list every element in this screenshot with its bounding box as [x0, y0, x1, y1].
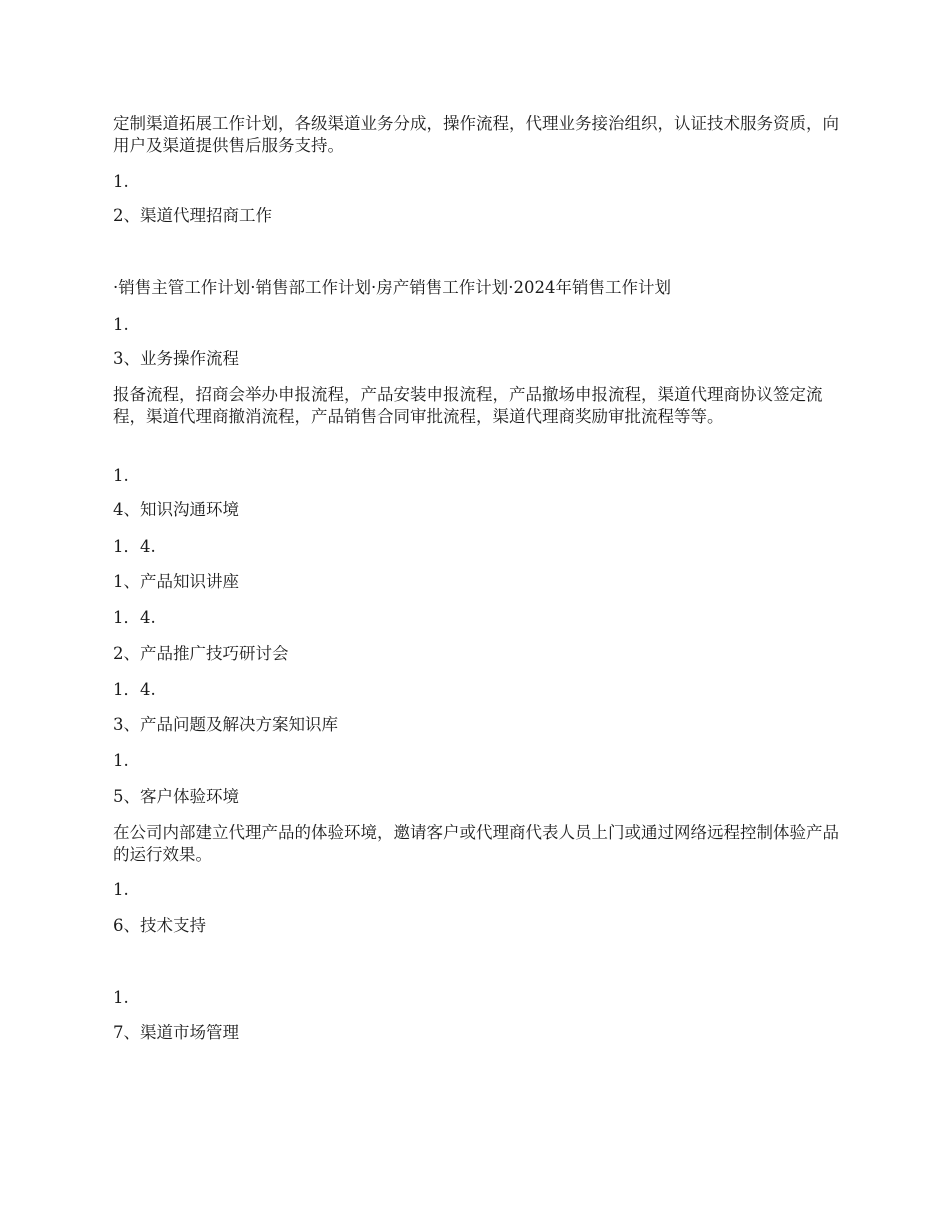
- paragraph-experience: 在公司内部建立代理产品的体验环境，邀请客户或代理商代表人员上门或通过网络远程控制体验产品的运行效果。: [113, 823, 839, 864]
- section-heading: 5、客户体验环境: [113, 787, 239, 806]
- paragraph-process: 报备流程，招商会举办申报流程，产品安装申报流程，产品撤场申报流程，渠道代理商协议签定流程，渠道代理商撤消流程，产品销售合同审批流程，渠道代理商奖励审批流程等等。: [113, 385, 823, 426]
- list-number: 1.: [113, 988, 129, 1007]
- related-link[interactable]: ·2024年销售工作计划: [508, 278, 671, 297]
- section-heading: 2、产品推广技巧研讨会: [113, 644, 289, 663]
- section-heading: 3、产品问题及解决方案知识库: [113, 715, 338, 734]
- section-heading: 3、业务操作流程: [113, 349, 239, 368]
- list-number: 1．4.: [113, 608, 156, 627]
- list-number: 1．4.: [113, 680, 156, 699]
- section-heading: 1、产品知识讲座: [113, 572, 239, 591]
- paragraph-intro: 定制渠道拓展工作计划，各级渠道业务分成，操作流程，代理业务接治组织，认证技术服务资质，向用户及渠道提供售后服务支持。: [113, 114, 839, 155]
- list-number: 1.: [113, 466, 129, 485]
- section-heading: 4、知识沟通环境: [113, 500, 239, 519]
- list-number: 1.: [113, 315, 129, 334]
- section-heading: 6、技术支持: [113, 916, 206, 935]
- related-link[interactable]: ·销售部工作计划: [250, 278, 371, 297]
- list-number: 1.: [113, 751, 129, 770]
- section-heading: 2、渠道代理招商工作: [113, 206, 272, 225]
- related-links: [113, 277, 841, 299]
- list-number: 1．4.: [113, 537, 156, 556]
- related-link[interactable]: ·销售主管工作计划: [113, 278, 251, 297]
- related-link[interactable]: ·房产销售工作计划: [371, 278, 509, 297]
- section-heading: 7、渠道市场管理: [113, 1023, 239, 1042]
- list-number: 1.: [113, 172, 129, 191]
- list-number: 1.: [113, 880, 129, 899]
